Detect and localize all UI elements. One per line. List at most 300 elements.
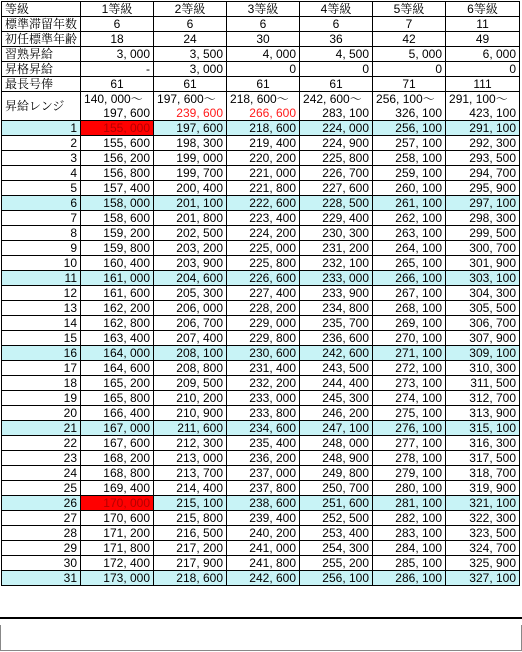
grade-header: 4等級 — [300, 2, 373, 17]
salary-cell: 224, 900 — [300, 136, 373, 151]
salary-cell: 240, 200 — [227, 526, 300, 541]
salary-cell: 298, 300 — [446, 211, 520, 226]
salary-cell: 318, 700 — [446, 466, 520, 481]
salary-cell: 168, 200 — [81, 451, 154, 466]
salary-cell: 224, 000 — [300, 121, 373, 136]
cell: 3, 000 — [154, 62, 227, 77]
salary-cell: 276, 100 — [373, 421, 446, 436]
cell: 6 — [81, 17, 154, 32]
salary-cell: 160, 400 — [81, 256, 154, 271]
row-label: 昇格昇給 — [2, 62, 81, 77]
salary-cell: 203, 200 — [154, 241, 227, 256]
salary-cell: 227, 600 — [300, 181, 373, 196]
table-row — [2, 571, 520, 586]
range-end: 266, 600 — [249, 106, 297, 120]
table-row — [2, 541, 520, 556]
salary-cell: 161, 000 — [81, 271, 154, 286]
salary-cell: 157, 400 — [81, 181, 154, 196]
corner-label: 等級 — [2, 2, 81, 17]
salary-cell: 155, 600 — [81, 136, 154, 151]
salary-cell: 265, 100 — [373, 256, 446, 271]
salary-cell: 156, 200 — [81, 151, 154, 166]
table-row — [2, 436, 520, 451]
salary-cell: 222, 600 — [227, 196, 300, 211]
salary-cell: 215, 800 — [154, 511, 227, 526]
salary-cell: 236, 200 — [227, 451, 300, 466]
salary-cell: 158, 000 — [81, 196, 154, 211]
cell: 6 — [227, 17, 300, 32]
salary-cell: 208, 800 — [154, 361, 227, 376]
salary-cell: 225, 800 — [300, 151, 373, 166]
step-number: 16 — [2, 346, 81, 361]
salary-cell: 311, 500 — [446, 376, 520, 391]
step-number: 3 — [2, 151, 81, 166]
salary-cell: 303, 100 — [446, 271, 520, 286]
salary-cell: 273, 100 — [373, 376, 446, 391]
salary-cell: 312, 700 — [446, 391, 520, 406]
salary-cell: 323, 500 — [446, 526, 520, 541]
salary-cell: 217, 900 — [154, 556, 227, 571]
salary-cell: 242, 600 — [300, 346, 373, 361]
salary-cell: 256, 100 — [373, 121, 446, 136]
table-row — [2, 466, 520, 481]
salary-cell: 205, 300 — [154, 286, 227, 301]
salary-cell: 263, 100 — [373, 226, 446, 241]
cell: 11 — [446, 17, 520, 32]
row-label: 最長号俸 — [2, 77, 81, 92]
salary-cell: 159, 200 — [81, 226, 154, 241]
salary-cell: 239, 400 — [227, 511, 300, 526]
salary-cell: 253, 400 — [300, 526, 373, 541]
cell: 61 — [300, 77, 373, 92]
salary-cell: 230, 300 — [300, 226, 373, 241]
salary-cell: 272, 100 — [373, 361, 446, 376]
salary-cell: 266, 100 — [373, 271, 446, 286]
salary-cell: 159, 800 — [81, 241, 154, 256]
cell: 4, 500 — [300, 47, 373, 62]
salary-cell: 202, 500 — [154, 226, 227, 241]
salary-cell: 299, 500 — [446, 226, 520, 241]
salary-cell: 322, 300 — [446, 511, 520, 526]
salary-cell: 236, 600 — [300, 331, 373, 346]
cell: 36 — [300, 32, 373, 47]
salary-cell: 317, 500 — [446, 451, 520, 466]
salary-cell: 278, 100 — [373, 451, 446, 466]
salary-cell: 246, 200 — [300, 406, 373, 421]
grade-header: 3等級 — [227, 2, 300, 17]
salary-cell: 213, 700 — [154, 466, 227, 481]
salary-cell: 169, 400 — [81, 481, 154, 496]
salary-cell: 321, 100 — [446, 496, 520, 511]
salary-cell: 211, 600 — [154, 421, 227, 436]
range-cell — [227, 92, 300, 121]
info-row-promotion-raise — [2, 62, 520, 77]
salary-cell: 210, 900 — [154, 406, 227, 421]
salary-cell: 248, 900 — [300, 451, 373, 466]
range-cell — [373, 92, 446, 121]
cell: 6, 000 — [446, 47, 520, 62]
salary-cell: 242, 600 — [227, 571, 300, 586]
salary-cell: 230, 600 — [227, 346, 300, 361]
salary-cell: 162, 200 — [81, 301, 154, 316]
step-number: 26 — [2, 496, 81, 511]
salary-cell: 206, 700 — [154, 316, 227, 331]
salary-cell: 261, 100 — [373, 196, 446, 211]
cell: 61 — [227, 77, 300, 92]
salary-cell: 327, 100 — [446, 571, 520, 586]
salary-cell: 167, 000 — [81, 421, 154, 436]
cell: 0 — [227, 62, 300, 77]
step-number: 21 — [2, 421, 81, 436]
salary-cell: 283, 100 — [373, 526, 446, 541]
cell: 24 — [154, 32, 227, 47]
page-cutoff-area — [0, 617, 522, 652]
salary-cell: 171, 200 — [81, 526, 154, 541]
table-row — [2, 151, 520, 166]
grade-header-row — [2, 2, 520, 17]
table-row — [2, 121, 520, 136]
salary-cell: 221, 800 — [227, 181, 300, 196]
salary-cell: 199, 000 — [154, 151, 227, 166]
table-row — [2, 301, 520, 316]
salary-cell: 220, 200 — [227, 151, 300, 166]
salary-cell: 286, 100 — [373, 571, 446, 586]
range-end: 423, 100 — [469, 106, 517, 120]
salary-cell: 206, 000 — [154, 301, 227, 316]
salary-cell: 228, 200 — [227, 301, 300, 316]
salary-cell: 241, 000 — [227, 541, 300, 556]
raise-range-row — [2, 92, 520, 121]
salary-cell: 285, 100 — [373, 556, 446, 571]
salary-cell: 294, 700 — [446, 166, 520, 181]
salary-cell: 216, 500 — [154, 526, 227, 541]
salary-cell: 316, 300 — [446, 436, 520, 451]
salary-cell: 258, 100 — [373, 151, 446, 166]
step-number: 11 — [2, 271, 81, 286]
salary-cell: 304, 300 — [446, 286, 520, 301]
table-row — [2, 256, 520, 271]
salary-cell: 247, 100 — [300, 421, 373, 436]
salary-cell: 164, 000 — [81, 346, 154, 361]
salary-cell: 235, 700 — [300, 316, 373, 331]
info-row-proficiency-raise — [2, 47, 520, 62]
salary-cell: 165, 800 — [81, 391, 154, 406]
salary-cell: 167, 600 — [81, 436, 154, 451]
table-row — [2, 316, 520, 331]
table-row — [2, 556, 520, 571]
cell: 111 — [446, 77, 520, 92]
table-row — [2, 496, 520, 511]
salary-cell: 315, 100 — [446, 421, 520, 436]
salary-cell: 229, 000 — [227, 316, 300, 331]
salary-cell: 269, 100 — [373, 316, 446, 331]
table-row — [2, 196, 520, 211]
salary-cell: 260, 100 — [373, 181, 446, 196]
salary-cell: 274, 100 — [373, 391, 446, 406]
cell: 7 — [373, 17, 446, 32]
step-number: 6 — [2, 196, 81, 211]
step-number: 12 — [2, 286, 81, 301]
salary-cell: 227, 400 — [227, 286, 300, 301]
salary-cell: 313, 900 — [446, 406, 520, 421]
step-number: 8 — [2, 226, 81, 241]
row-label: 標準滞留年数 — [2, 17, 81, 32]
salary-cell: 275, 100 — [373, 406, 446, 421]
salary-cell: 201, 800 — [154, 211, 227, 226]
info-row-standard-years — [2, 17, 520, 32]
salary-cell: 223, 400 — [227, 211, 300, 226]
step-number: 10 — [2, 256, 81, 271]
salary-cell: 319, 900 — [446, 481, 520, 496]
cell: 61 — [81, 77, 154, 92]
salary-cell: 309, 100 — [446, 346, 520, 361]
salary-cell: 325, 900 — [446, 556, 520, 571]
salary-cell: 173, 000 — [81, 571, 154, 586]
salary-cell: 166, 400 — [81, 406, 154, 421]
salary-cell: 221, 000 — [227, 166, 300, 181]
salary-cell: 233, 000 — [300, 271, 373, 286]
salary-cell: 237, 000 — [227, 466, 300, 481]
range-cell — [154, 92, 227, 121]
salary-cell: 237, 800 — [227, 481, 300, 496]
step-number: 5 — [2, 181, 81, 196]
range-start: 197, 600～ — [157, 92, 216, 106]
salary-cell: 207, 400 — [154, 331, 227, 346]
step-number: 9 — [2, 241, 81, 256]
salary-cell: 293, 500 — [446, 151, 520, 166]
step-number: 24 — [2, 466, 81, 481]
salary-cell: 245, 300 — [300, 391, 373, 406]
grade-header: 1等級 — [81, 2, 154, 17]
step-number: 15 — [2, 331, 81, 346]
table-row — [2, 376, 520, 391]
table-row — [2, 136, 520, 151]
table-row — [2, 226, 520, 241]
salary-cell: 233, 800 — [227, 406, 300, 421]
salary-cell: 203, 900 — [154, 256, 227, 271]
step-number: 28 — [2, 526, 81, 541]
step-number: 22 — [2, 436, 81, 451]
salary-cell: 231, 400 — [227, 361, 300, 376]
salary-cell: 307, 900 — [446, 331, 520, 346]
salary-step-rows — [2, 121, 520, 586]
range-start: 256, 100～ — [376, 92, 435, 106]
salary-cell: 255, 200 — [300, 556, 373, 571]
salary-cell: 162, 800 — [81, 316, 154, 331]
salary-cell: 244, 400 — [300, 376, 373, 391]
table-row — [2, 421, 520, 436]
salary-cell: 259, 100 — [373, 166, 446, 181]
table-row — [2, 331, 520, 346]
step-number: 1 — [2, 121, 81, 136]
salary-cell: 264, 100 — [373, 241, 446, 256]
salary-cell: 256, 100 — [300, 571, 373, 586]
salary-cell: 165, 200 — [81, 376, 154, 391]
salary-cell: 229, 800 — [227, 331, 300, 346]
salary-cell: 232, 200 — [227, 376, 300, 391]
salary-cell: 155, 000 — [81, 121, 154, 136]
cell: 71 — [373, 77, 446, 92]
cell: 49 — [446, 32, 520, 47]
step-number: 30 — [2, 556, 81, 571]
salary-cell: 172, 400 — [81, 556, 154, 571]
cell: 3, 000 — [81, 47, 154, 62]
range-end: 239, 600 — [176, 106, 224, 120]
salary-cell: 292, 300 — [446, 136, 520, 151]
salary-cell: 168, 800 — [81, 466, 154, 481]
salary-cell: 164, 600 — [81, 361, 154, 376]
table-row — [2, 346, 520, 361]
salary-cell: 170, 000 — [81, 496, 154, 511]
salary-cell: 208, 100 — [154, 346, 227, 361]
salary-cell: 257, 100 — [373, 136, 446, 151]
table-row — [2, 361, 520, 376]
step-number: 17 — [2, 361, 81, 376]
salary-cell: 218, 600 — [154, 571, 227, 586]
salary-cell: 209, 500 — [154, 376, 227, 391]
salary-cell: 163, 400 — [81, 331, 154, 346]
salary-cell: 219, 400 — [227, 136, 300, 151]
salary-cell: 324, 700 — [446, 541, 520, 556]
salary-cell: 238, 600 — [227, 496, 300, 511]
salary-cell: 161, 600 — [81, 286, 154, 301]
salary-cell: 233, 900 — [300, 286, 373, 301]
salary-cell: 277, 100 — [373, 436, 446, 451]
cell: 5, 000 — [373, 47, 446, 62]
cell: 30 — [227, 32, 300, 47]
step-number: 18 — [2, 376, 81, 391]
table-row — [2, 391, 520, 406]
salary-cell: 198, 300 — [154, 136, 227, 151]
range-end: 197, 600 — [103, 106, 151, 120]
info-row-max-step — [2, 77, 520, 92]
salary-cell: 280, 100 — [373, 481, 446, 496]
grade-header: 5等級 — [373, 2, 446, 17]
cell: 6 — [300, 17, 373, 32]
salary-cell: 197, 600 — [154, 121, 227, 136]
row-label: 習熟昇給 — [2, 47, 81, 62]
table-row — [2, 286, 520, 301]
salary-cell: 281, 100 — [373, 496, 446, 511]
table-row — [2, 406, 520, 421]
cell: 42 — [373, 32, 446, 47]
salary-cell: 226, 700 — [300, 166, 373, 181]
salary-cell: 297, 100 — [446, 196, 520, 211]
step-number: 13 — [2, 301, 81, 316]
salary-cell: 291, 100 — [446, 121, 520, 136]
range-cell — [446, 92, 520, 121]
salary-cell: 232, 100 — [300, 256, 373, 271]
salary-cell: 228, 500 — [300, 196, 373, 211]
salary-cell: 252, 500 — [300, 511, 373, 526]
salary-cell: 214, 400 — [154, 481, 227, 496]
salary-cell: 225, 000 — [227, 241, 300, 256]
salary-cell: 268, 100 — [373, 301, 446, 316]
range-start: 242, 600～ — [303, 92, 362, 106]
step-number: 4 — [2, 166, 81, 181]
step-number: 23 — [2, 451, 81, 466]
cell: 6 — [154, 17, 227, 32]
salary-cell: 248, 000 — [300, 436, 373, 451]
salary-cell: 199, 700 — [154, 166, 227, 181]
salary-cell: 254, 300 — [300, 541, 373, 556]
salary-cell: 310, 300 — [446, 361, 520, 376]
salary-grade-table — [1, 1, 520, 586]
table-row — [2, 481, 520, 496]
step-number: 14 — [2, 316, 81, 331]
salary-cell: 210, 200 — [154, 391, 227, 406]
salary-cell: 249, 800 — [300, 466, 373, 481]
salary-cell: 200, 400 — [154, 181, 227, 196]
step-number: 29 — [2, 541, 81, 556]
step-number: 2 — [2, 136, 81, 151]
cell: 18 — [81, 32, 154, 47]
salary-cell: 235, 400 — [227, 436, 300, 451]
salary-cell: 306, 700 — [446, 316, 520, 331]
salary-cell: 295, 900 — [446, 181, 520, 196]
row-label: 初任標準年齢 — [2, 32, 81, 47]
range-cell — [300, 92, 373, 121]
range-end: 283, 100 — [322, 106, 370, 120]
table-row — [2, 166, 520, 181]
salary-cell: 279, 100 — [373, 466, 446, 481]
salary-cell: 217, 200 — [154, 541, 227, 556]
step-number: 7 — [2, 211, 81, 226]
salary-cell: 226, 600 — [227, 271, 300, 286]
step-number: 25 — [2, 481, 81, 496]
salary-cell: 229, 400 — [300, 211, 373, 226]
cell: - — [81, 62, 154, 77]
salary-cell: 243, 500 — [300, 361, 373, 376]
salary-cell: 213, 000 — [154, 451, 227, 466]
range-start: 218, 600～ — [230, 92, 289, 106]
salary-cell: 225, 800 — [227, 256, 300, 271]
cell: 61 — [154, 77, 227, 92]
salary-cell: 218, 600 — [227, 121, 300, 136]
range-cell — [81, 92, 154, 121]
table-row — [2, 241, 520, 256]
salary-cell: 251, 600 — [300, 496, 373, 511]
salary-cell: 284, 100 — [373, 541, 446, 556]
salary-cell: 224, 200 — [227, 226, 300, 241]
step-number: 31 — [2, 571, 81, 586]
range-start: 140, 000～ — [84, 92, 143, 106]
step-number: 20 — [2, 406, 81, 421]
table-row — [2, 271, 520, 286]
salary-cell: 267, 100 — [373, 286, 446, 301]
grade-header: 6等級 — [446, 2, 520, 17]
cell: 3, 500 — [154, 47, 227, 62]
step-number: 27 — [2, 511, 81, 526]
cell: 0 — [446, 62, 520, 77]
salary-cell: 231, 200 — [300, 241, 373, 256]
salary-cell: 282, 100 — [373, 511, 446, 526]
range-end: 326, 100 — [395, 106, 443, 120]
grade-header: 2等級 — [154, 2, 227, 17]
table-row — [2, 511, 520, 526]
salary-cell: 250, 700 — [300, 481, 373, 496]
cell: 4, 000 — [227, 47, 300, 62]
salary-cell: 158, 600 — [81, 211, 154, 226]
info-row-initial-age — [2, 32, 520, 47]
salary-cell: 215, 100 — [154, 496, 227, 511]
table-row — [2, 526, 520, 541]
salary-cell: 234, 600 — [227, 421, 300, 436]
salary-cell: 301, 900 — [446, 256, 520, 271]
salary-cell: 171, 800 — [81, 541, 154, 556]
salary-cell: 156, 800 — [81, 166, 154, 181]
salary-cell: 170, 600 — [81, 511, 154, 526]
